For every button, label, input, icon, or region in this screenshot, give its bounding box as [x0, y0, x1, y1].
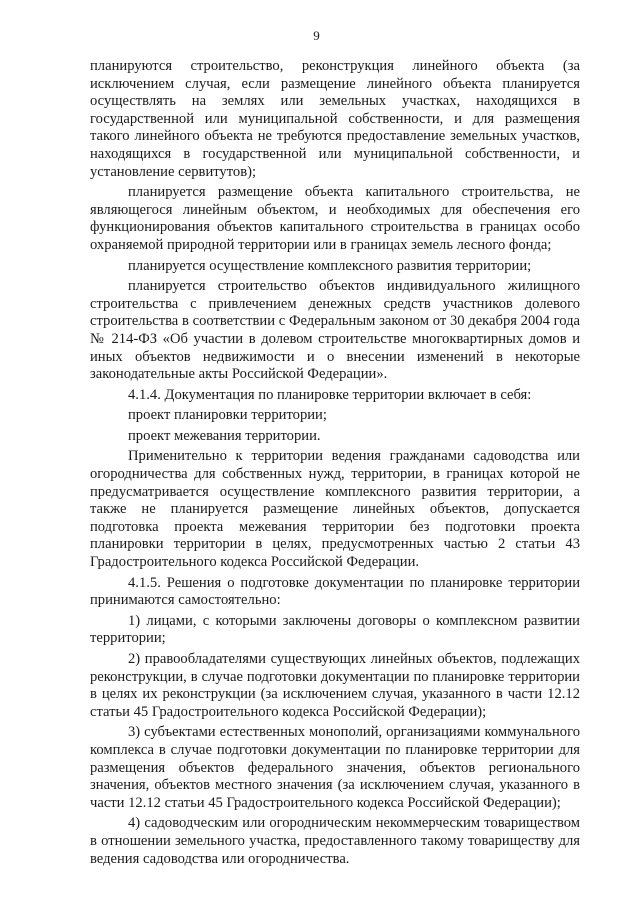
paragraph: проект планировки территории;	[128, 407, 327, 424]
paragraph: проект межевания территории.	[128, 427, 321, 444]
paragraph: планируется осуществление комплексного развития территории;	[128, 257, 532, 274]
paragraph: планируются строительство, реконструкция линейного объекта (за исключением случая, если размещение линейного объекта планируется осуществлять на землях или земельных участках, находящихся в государственной или муниципальной собственности, и для размещения такого линейного объекта не требуются предоставление земельных участков, находящихся в государственной или муниципальной собственности, и установление сервитутов);	[90, 58, 580, 180]
paragraph: 4) садоводческим или огородническим некоммерческим товариществом в отношении земельного участка, предоставленного такому товариществу для ведения садоводства или огородничества.	[90, 815, 580, 867]
page-number: 9	[313, 28, 320, 43]
paragraph: 2) правообладателями существующих линейных объектов, подлежащих реконструкции, в случае подготовки документации по планировке территории в целях их реконструкции (за исключением случая, указанного в части 12.12 статьи 45 Градостроительного кодекса Российской Федерации);	[90, 651, 580, 720]
paragraph: планируется размещение объекта капитального строительства, не являющегося линейным объектом, и необходимых для обеспечения его функционирования объектов капитального строительства в границах особо охраняемой природной территории или в границах земель лесного фонда;	[90, 184, 580, 253]
paragraph: планируется строительство объектов индивидуального жилищного строительства с привлечением денежных средств участников долевого строительства в соответствии с Федеральным законом от 30 декабря 2004 года № 214-ФЗ «Об участии в долевом строительстве многоквартирных домов и иных объектов недвижимости и о внесении изменений в некоторые законодательные акты Российской Федерации».	[90, 278, 580, 383]
paragraph: 4.1.4. Документация по планировке территории включает в себя:	[128, 386, 532, 403]
paragraph: 1) лицами, с которыми заключены договоры о комплексном развитии территории;	[90, 612, 580, 647]
paragraph: Применительно к территории ведения гражданами садоводства или огородничества для собственных нужд, территории, в границах которой не предусматривается осуществление комплексного развития территории, а также не планируется размещение линейных объектов, допускается подготовка проекта межевания территории без подготовки проекта планировки территории в целях, предусмотренных частью 2 статьи 43 Градостроительного кодекса Российской Федерации.	[90, 448, 580, 571]
paragraph: 3) субъектами естественных монополий, организациями коммунального комплекса в случае подготовки документации по планировке территории для размещения объектов федерального значения, объектов регионального значения, объектов местного значения (за исключением случая, указанного в части 12.12 статьи 45 Градостроительного кодекса Российской Федерации);	[90, 724, 580, 811]
document-body	[90, 58, 580, 868]
paragraph: 4.1.5. Решения о подготовке документации по планировке территории принимаются самостоятельно:	[90, 574, 580, 609]
